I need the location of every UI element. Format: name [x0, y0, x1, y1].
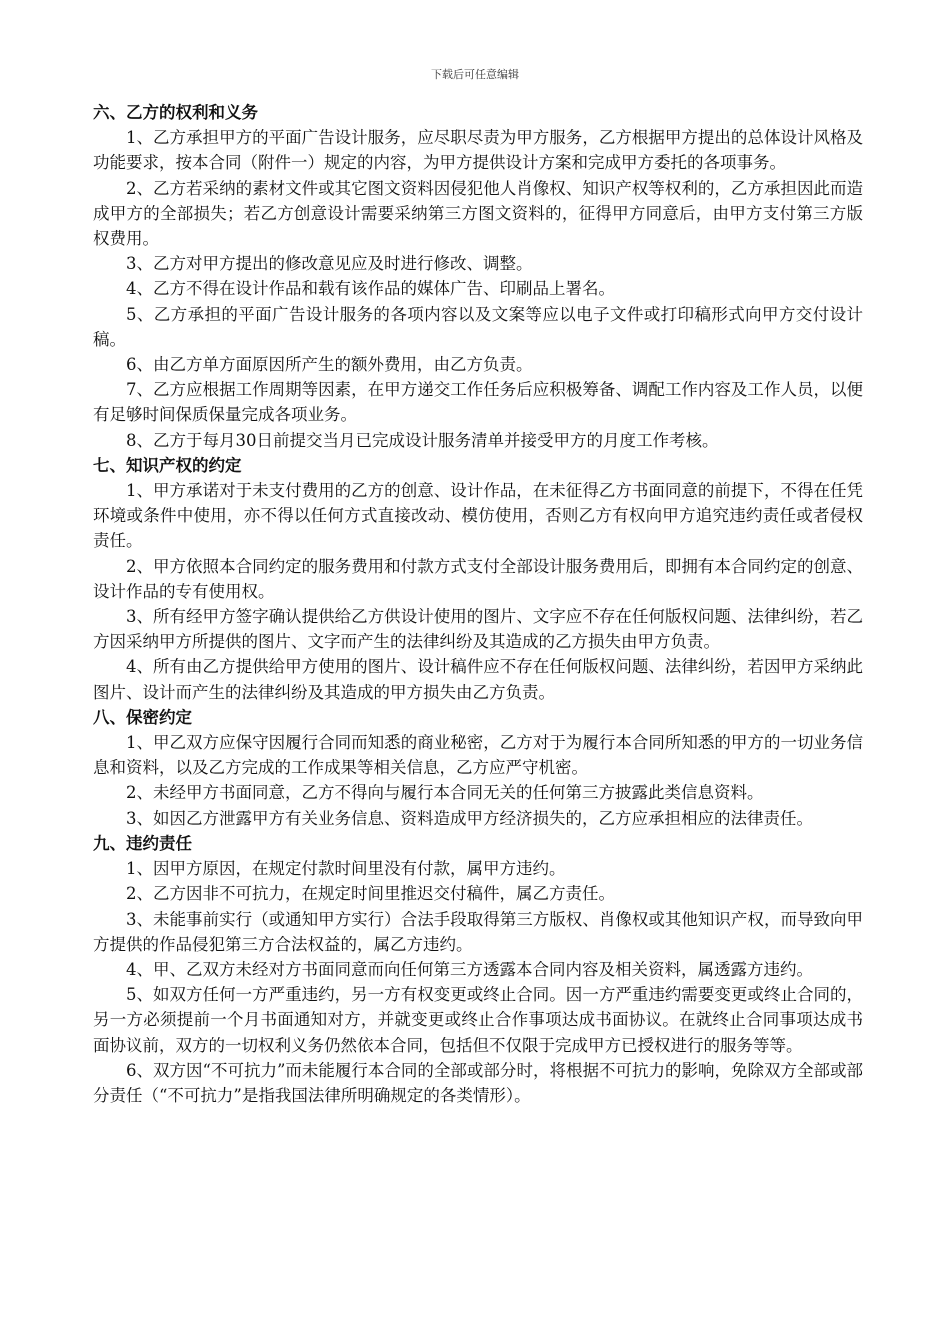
document-body: [93, 100, 863, 1108]
clause-paragraph: 3、如因乙方泄露甲方有关业务信息、资料造成甲方经济损失的，乙方应承担相应的法律责任。: [126, 808, 813, 828]
section-heading: 六、乙方的权利和义务: [93, 103, 258, 122]
clause-paragraph: 4、所有由乙方提供给甲方使用的图片、设计稿件应不存在任何版权问题、法律纠纷，若因甲方采纳此图片、设计而产生的法律纠纷及其造成的甲方损失由乙方负责。: [93, 657, 863, 702]
clause-paragraph: 8、乙方于每月30日前提交当月已完成设计服务清单并接受甲方的月度工作考核。: [126, 430, 719, 450]
clause-paragraph: 6、由乙方单方面原因所产生的额外费用，由乙方负责。: [126, 355, 533, 375]
clause-paragraph: 2、未经甲方书面同意，乙方不得向与履行本合同无关的任何第三方披露此类信息资料。: [126, 783, 764, 803]
clause-paragraph: 1、因甲方原因，在规定付款时间里没有付款，属甲方违约。: [126, 859, 566, 879]
section-heading: 八、保密约定: [93, 707, 192, 727]
section-heading: 九、违约责任: [93, 833, 192, 853]
clause-paragraph: 3、所有经甲方签字确认提供给乙方供设计使用的图片、文字应不存在任何版权问题、法律纠纷，若乙方因采纳甲方所提供的图片、文字而产生的法律纠纷及其造成的乙方损失由甲方负责。: [93, 607, 863, 652]
clause-paragraph: 5、乙方承担的平面广告设计服务的各项内容以及文案等应以电子文件或打印稿形式向甲方交付设计稿。: [93, 304, 863, 349]
clause-paragraph: 7、乙方应根据工作周期等因素，在甲方递交工作任务后应积极筹备、调配工作内容及工作人员，以便有足够时间保质保量完成各项业务。: [93, 380, 863, 425]
clause-paragraph: 1、甲方承诺对于未支付费用的乙方的创意、设计作品，在未征得乙方书面同意的前提下，不得在任凭环境或条件中使用，亦不得以任何方式直接改动、模仿使用，否则乙方有权向甲方追究违约责任或者侵权责任。: [93, 481, 863, 551]
section-heading: 七、知识产权的约定: [93, 455, 242, 475]
clause-paragraph: 6、双方因“不可抗力”而未能履行本合同的全部或部分时，将根据不可抗力的影响，免除双方全部或部分责任（“不可抗力”是指我国法律所明确规定的各类情形）。: [93, 1060, 863, 1105]
clause-paragraph: 2、乙方因非不可抗力，在规定时间里推迟交付稿件，属乙方责任。: [126, 884, 615, 904]
clause-paragraph: 2、甲方依照本合同约定的服务费用和付款方式支付全部设计服务费用后，即拥有本合同约定的创意、设计作品的专有使用权。: [93, 556, 863, 601]
clause-paragraph: 3、乙方对甲方提出的修改意见应及时进行修改、调整。: [126, 254, 533, 274]
clause-paragraph: 5、如双方任何一方严重违约，另一方有权变更或终止合同。因一方严重违约需要变更或终止合同的，另一方必须提前一个月书面通知对方，并就变更或终止合作事项达成书面协议。在就终止合同事项达成书面协议前，双方的一切权利义务仍然依本合同，包括但不仅限于完成甲方已授权进行的服务等等。: [93, 985, 863, 1055]
clause-paragraph: 1、乙方承担甲方的平面广告设计服务，应尽职尽责为甲方服务，乙方根据甲方提出的总体设计风格及功能要求，按本合同（附件一）规定的内容，为甲方提供设计方案和完成甲方委托的各项事务。: [93, 128, 863, 173]
clause-paragraph: 1、甲乙双方应保守因履行合同而知悉的商业秘密，乙方对于为履行本合同所知悉的甲方的一切业务信息和资料，以及乙方完成的工作成果等相关信息，乙方应严守机密。: [93, 733, 863, 778]
page-header: 下载后可任意编辑: [431, 68, 519, 81]
clause-paragraph: 4、乙方不得在设计作品和载有该作品的媒体广告、印刷品上署名。: [126, 279, 615, 299]
clause-paragraph: 4、甲、乙双方未经对方书面同意而向任何第三方透露本合同内容及相关资料，属透露方违约。: [126, 959, 813, 979]
clause-paragraph: 3、未能事前实行（或通知甲方实行）合法手段取得第三方版权、肖像权或其他知识产权，而导致向甲方提供的作品侵犯第三方合法权益的，属乙方违约。: [93, 909, 863, 954]
clause-paragraph: 2、乙方若采纳的素材文件或其它图文资料因侵犯他人肖像权、知识产权等权利的，乙方承担因此而造成甲方的全部损失；若乙方创意设计需要采纳第三方图文资料的，征得甲方同意后，由甲方支付第三方版权费用。: [93, 178, 863, 249]
